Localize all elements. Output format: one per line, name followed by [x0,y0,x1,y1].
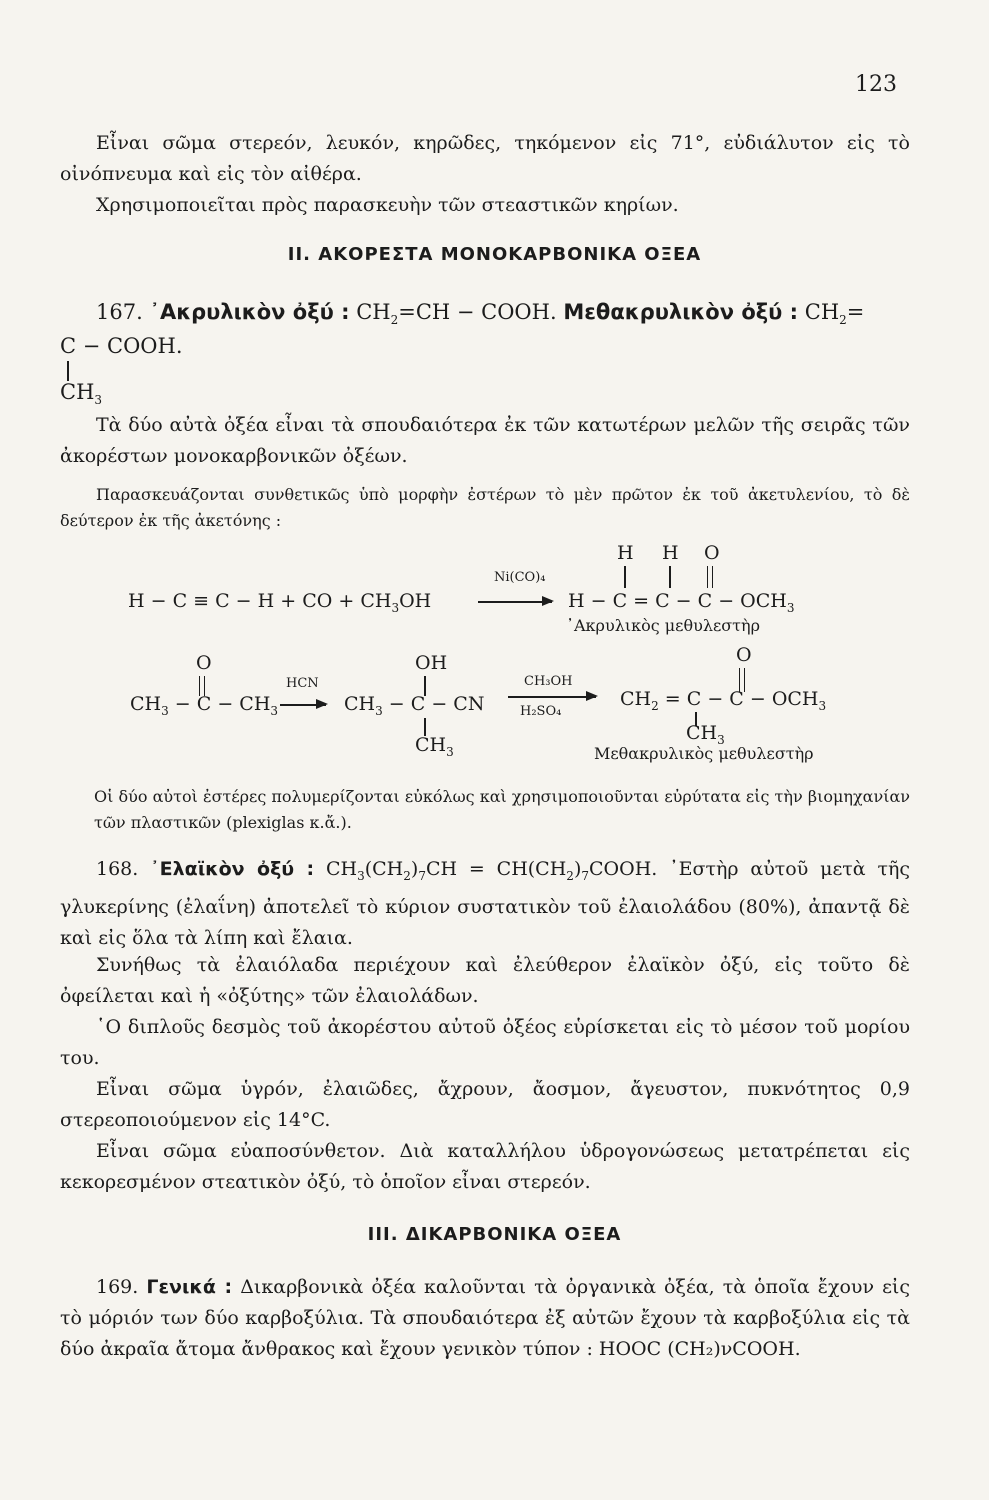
paragraph-important-acids: Τὰ δύο αὐτὰ ὀξέα εἶναι τὰ σπουδαιότερα ἐκ τῶν κατωτέρων μελῶν τῆς σειρᾶς τῶν ἀκορέστων μονοκαρβονικῶν ὀξέων. [60,414,910,467]
paragraph-hydrogenation: Εἶναι σῶμα εὐαποσύνθετον. Διὰ καταλλήλου ὑδρογονώσεως μετατρέπεται εἰς κεκορεσμένον στεατικὸν ὀξύ, τὸ ὁποῖον εἶναι στερεόν. [60,1140,910,1193]
section-168-number: 168. [96,858,139,880]
dicarboxylic-description: Δικαρβονικὰ ὀξέα καλοῦνται τὰ ὀργανικὰ ὀξέα, τὰ ὁποῖα ἔχουν εἰς τὸ μόριόν των δύο καρβοξύλια. Τὰ σπουδαιότερα ἐξ αὐτῶν ἔχουν τὰ καρβοξύλια εἰς τὰ δύο ἀκραῖα ἄτομα ἄνθρακος καὶ ἔχουν γενικὸν τύπον : HOOC (CH₂)νCOOH. [60,1276,910,1360]
reagent-sulfuric-acid: H₂SO₄ [520,704,562,719]
reactants-acetylene: H − C ≡ C − H + CO + $CH_3OH$ [128,590,432,615]
methyl-group: $CH_3$ [686,722,725,747]
paragraph-synthesis: Παρασκευάζονται συνθετικῶς ὑπὸ μορφὴν ἐστέρων τὸ μὲν πρῶτον ἐκ τοῦ ἀκετυλενίου, τὸ δὲ δεύτερον ἐκ τῆς ἀκετόνης : [60,485,910,530]
reaction-arrow [280,704,326,706]
atom-H: H [617,542,634,564]
product-methacrylic-ester: $CH_2 = C - C - OCH_3$ [620,688,827,713]
paragraph-olive-oil-acidity: Συνήθως τὰ ἐλαιόλαδα περιέχουν καὶ ἐλεύθερον ἐλαϊκὸν ὀξύ, εἰς τοῦτο δὲ ὀφείλεται καὶ ἡ «ὀξύτης» τῶν ἐλαιολάδων. [60,954,910,1007]
paragraph-stearic-use: Χρησιμοποιεῖται πρὸς παρασκευὴν τῶν στεαστικῶν κηρίων. [96,194,679,216]
oleic-acid-name: ᾿Ελαϊκὸν ὀξύ : [150,858,315,880]
paragraph-dicarboxylic-general [60,1272,910,1365]
paragraph-stearic-properties: Εἶναι σῶμα στερεόν, λευκόν, κηρῶδες, τηκόμενον εἰς 71°, εὐδιάλυτον εἰς τὸ οἰνόπνευμα καὶ εἰς τὸν αἰθέρα. [60,132,910,185]
methyl-group: $CH_3$ [415,734,454,759]
bond-line [624,566,626,588]
double-bond [707,566,713,588]
page-number: 123 [855,72,897,97]
methacrylic-acid-formula-cont: C − COOH. [60,334,183,358]
methacrylic-acid-name: Μεθακρυλικὸν ὀξύ : [563,300,799,324]
reagent-hcn: HCN [286,676,319,691]
reactant-acetone: $CH_3 - C - CH_3$ [130,693,279,718]
reaction-arrow [508,696,596,698]
bond-line [669,566,671,588]
acrylic-acid-formula: $CH_2=CH$ − COOH. [356,300,557,328]
methyl-group: $CH_3$ [60,380,103,408]
hydroxyl-group: OH [415,652,448,674]
section-169-number: 169. [96,1276,139,1298]
section-167-line [96,300,864,327]
paragraph-polymerization: Οἱ δύο αὐτοὶ ἐστέρες πολυμερίζονται εὐκόλως καὶ χρησιμοποιοῦνται εὐρύτατα εἰς τὴν βιομηχανίαν τῶν πλαστικῶν (plexiglas κ.ἄ.). [94,787,910,832]
section-heading-dicarboxylic: III. ΔΙΚΑΡΒΟΝΙΚΑ ΟΞΕΑ [367,1224,622,1245]
oleic-acid-description: ᾿Εστὴρ αὐτοῦ μετὰ τῆς γλυκερίνης (ἐλαΐνη) ἀποτελεῖ τὸ κύριον συστατικὸν τοῦ ἐλαιολάδου (80%), ἀπαντᾷ δὲ καὶ εἰς ὅλα τὰ λίπη καὶ ἔλαια. [60,858,911,949]
atom-O: O [196,652,212,674]
intermediate-cyanohydrin: $CH_3 - C$ − CN [344,693,485,718]
acrylic-acid-name: ᾿Ακρυλικὸν ὀξύ : [149,300,350,324]
paragraph-oleic-acid [60,854,910,954]
reaction-arrow [478,601,552,603]
section-167-number: 167. [96,300,143,324]
product-acrylic-ester: $H - C = C - C - OCH_3$ [568,590,795,615]
general-label: Γενικά : [146,1276,233,1298]
methacrylic-acid-formula-start: $CH_2=$ [804,300,865,328]
atom-O: O [704,542,720,564]
catalyst-label: Ni(CO)₄ [494,570,546,585]
section-heading-unsaturated: II. ΑΚΟΡΕΣΤΑ ΜΟΝΟΚΑΡΒΟΝΙΚΑ ΟΞΕΑ [287,244,702,265]
reagent-methanol: CH₃OH [524,674,573,689]
product-name-methacrylic: Μεθακρυλικὸς μεθυλεστὴρ [594,744,814,763]
oleic-acid-formula: $CH_3(CH_2)_7CH$ = $CH(CH_2)_7COOH$. [325,858,658,883]
bond-line [67,361,69,381]
paragraph-double-bond: ῾Ο διπλοῦς δεσμὸς τοῦ ἀκορέστου αὐτοῦ ὀξέος εὑρίσκεται εἰς τὸ μέσον τοῦ μορίου του. [60,1016,910,1069]
paragraph-oleic-properties: Εἶναι σῶμα ὑγρόν, ἐλαιῶδες, ἄχρουν, ἄοσμον, ἄγευστον, πυκνότητος 0,9 στερεοποιούμενον εἰς 14°C. [60,1078,910,1131]
atom-H: H [662,542,679,564]
atom-O: O [736,644,752,666]
product-name-acrylic: ᾿Ακρυλικὸς μεθυλεστὴρ [566,616,761,635]
